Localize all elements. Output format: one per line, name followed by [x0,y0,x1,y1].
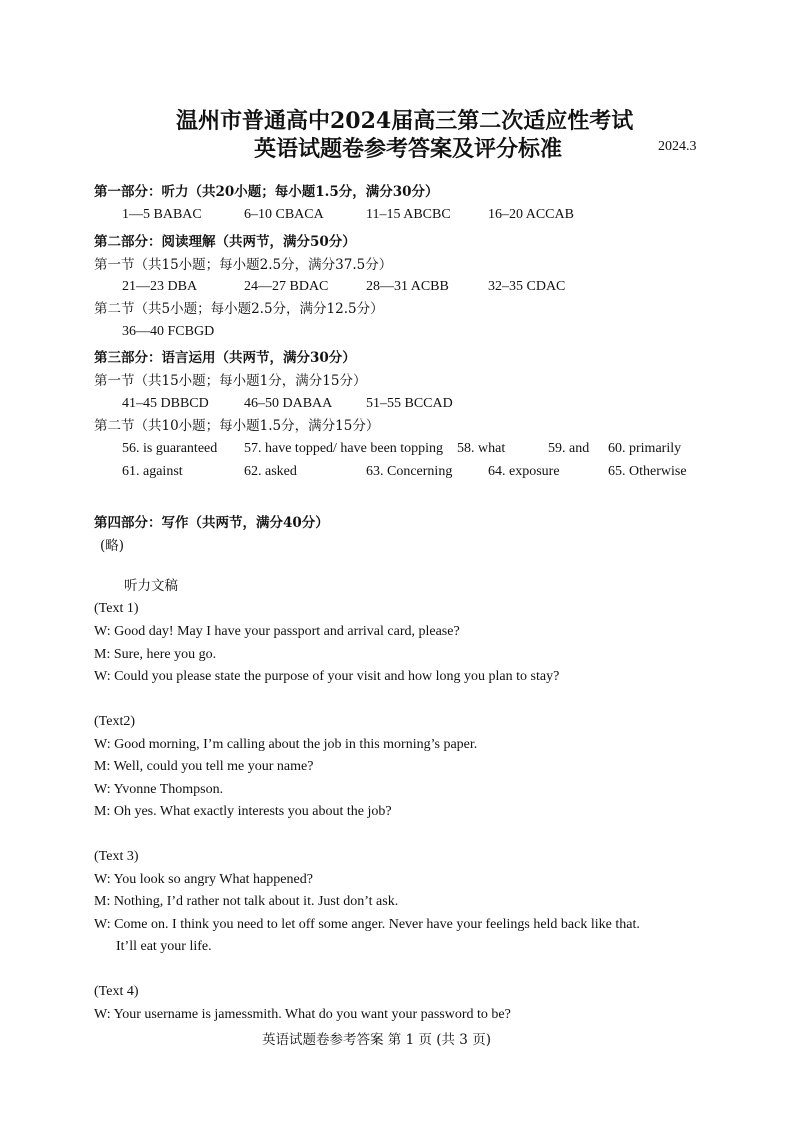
transcript-heading: 听力文稿 [124,578,178,594]
answer-6-10: 6–10 CBACA [244,207,324,222]
part4-heading: 第四部分：写作（共两节，满分40分） [94,515,329,531]
text2-line-4: M: Oh yes. What exactly interests you about the job? [94,804,392,819]
answer-58: 58. what [457,441,506,456]
answer-62: 62. asked [244,464,297,479]
part2-heading: 第二部分：阅读理解（共两节，满分50分） [94,234,356,250]
answer-46-50: 46–50 DABAA [244,396,333,411]
answer-36-40: 36—40 FCBGD [122,324,215,339]
part3-section2-heading: 第二节（共10小题；每小题1.5分，满分15分） [94,418,380,434]
answer-60: 60. primarily [608,441,682,456]
title-line-1: 温州市普通高中2024届高三第二次适应性考试 [176,108,634,134]
page-footer: 英语试题卷参考答案 第 1 页 (共 3 页) [262,1032,491,1048]
date-label: 2024.3 [658,139,697,154]
answer-32-35: 32–35 CDAC [488,279,566,294]
text1-label: (Text 1) [94,601,139,616]
title-line-2: 英语试题卷参考答案及评分标准 [254,136,563,162]
text1-line-2: M: Sure, here you go. [94,647,217,662]
answer-11-15: 11–15 ABCBC [366,207,451,222]
answer-51-55: 51–55 BCCAD [366,396,453,411]
answer-1-5: 1—5 BABAC [122,207,202,222]
text3-line-2: M: Nothing, I’d rather not talk about it. Just don’t ask. [94,894,399,909]
text2-line-3: W: Yvonne Thompson. [94,782,224,797]
answer-24-27: 24—27 BDAC [244,279,329,294]
text3-label: (Text 3) [94,849,139,864]
text2-label: (Text2) [94,714,136,729]
text2-line-2: M: Well, could you tell me your name? [94,759,314,774]
part2-section2-heading: 第二节（共5小题；每小题2.5分，满分12.5分） [94,301,384,317]
part3-heading: 第三部分：语言运用（共两节，满分30分） [94,350,356,366]
part1-heading: 第一部分：听力（共20小题；每小题1.5分，满分30分） [94,184,439,200]
part3-section1-heading: 第一节（共15小题；每小题1分，满分15分） [94,373,367,389]
answer-65: 65. Otherwise [608,464,687,479]
answer-57: 57. have topped/ have been topping [244,441,444,456]
answer-16-20: 16–20 ACCAB [488,207,574,222]
text3-line-4: It’ll eat your life. [116,939,212,954]
text1-line-1: W: Good day! May I have your passport and arrival card, please? [94,624,460,639]
text1-line-3: W: Could you please state the purpose of your visit and how long you plan to stay? [94,669,560,684]
part2-section1-heading: 第一节（共15小题；每小题2.5分，满分37.5分） [94,257,393,273]
answer-56: 56. is guaranteed [122,441,218,456]
answer-63: 63. Concerning [366,464,453,479]
text4-line-1: W: Your username is jamessmith. What do you want your password to be? [94,1007,511,1022]
text2-line-1: W: Good morning, I’m calling about the job in this morning’s paper. [94,737,478,752]
text4-label: (Text 4) [94,984,139,999]
answer-61: 61. against [122,464,183,479]
answer-64: 64. exposure [488,464,560,479]
answer-21-23: 21—23 DBA [122,279,198,294]
answer-59: 59. and [548,441,590,456]
answer-41-45: 41–45 DBBCD [122,396,209,411]
part4-omitted: (略) [100,538,125,554]
answer-28-31: 28—31 ACBB [366,279,449,294]
text3-line-3: W: Come on. I think you need to let off some anger. Never have your feelings held back like that. [94,917,640,932]
text3-line-1: W: You look so angry What happened? [94,872,313,887]
